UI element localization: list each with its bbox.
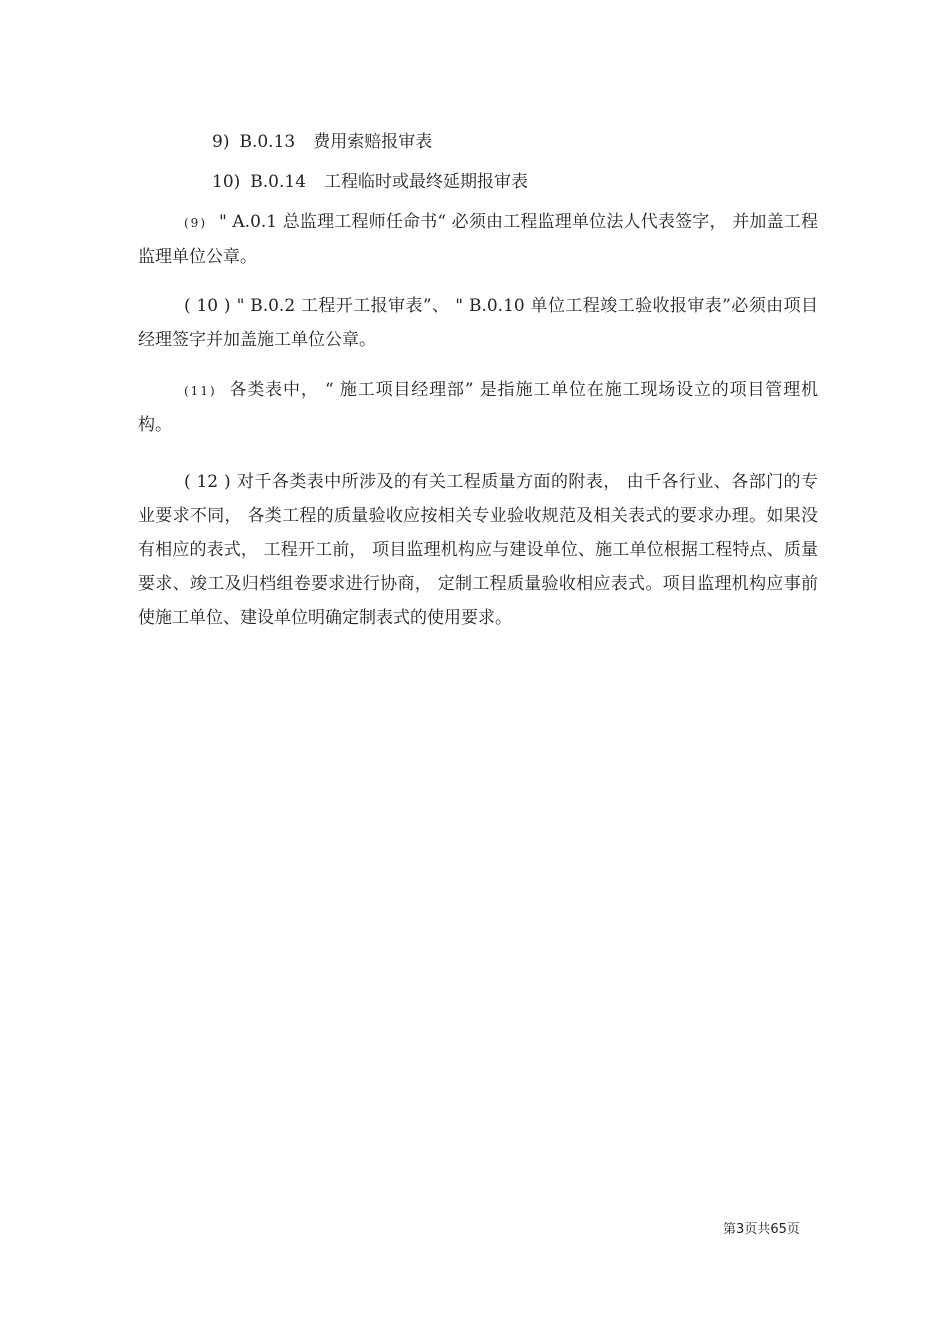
paragraph-marker: ( 10 ): [184, 296, 231, 316]
footer-middle: 页共: [744, 1222, 771, 1237]
paragraph-text: 各类表中， “ 施工项目经理部” 是指施工单位在施工现场设立的项目管理机构。: [138, 380, 818, 435]
page-footer: [723, 1221, 800, 1239]
footer-suffix: 页: [786, 1222, 800, 1237]
list-title: 费用索赔报审表: [313, 132, 433, 152]
list-number: 9): [212, 132, 230, 152]
paragraph-marker: (11): [184, 384, 217, 398]
list-item-10: [212, 170, 528, 194]
paragraph-11: [138, 373, 818, 442]
paragraph-text: " A.0.1 总监理工程师任命书“ 必须由工程监理单位法人代表签字， 并加盖工程监理单位公章。: [138, 212, 818, 267]
list-code: B.0.14: [250, 172, 307, 192]
paragraph-text: " B.0.2 工程开工报审表”、 " B.0.10 单位工程竣工验收报审表”必须由项目经理签字并加盖施工单位公章。: [138, 296, 818, 350]
paragraph-10: [138, 289, 818, 357]
list-title: 工程临时或最终延期报审表: [324, 172, 529, 192]
paragraph-9: [138, 205, 818, 274]
paragraph-text: 对千各类表中所涉及的有关工程质量方面的附表， 由千各行业、各部门的专业要求不同， 各类工程的质量验收应按相关专业验收规范及相关表式的要求办理。如果没有相应的表式， 工程开工前， 项目监理机构应与建设单位、施工单位根据工程特点、质量要求、竣工及归档组卷要求进行协商， 定制工程质量验收相应表式。项目监理机构应事前使施工单位、建设单位明确定制表式的使用要求。: [138, 472, 818, 628]
list-number: 10): [212, 172, 241, 192]
footer-prefix: 第: [723, 1222, 737, 1237]
paragraph-marker: ( 12 ): [184, 472, 231, 492]
paragraph-12: [138, 465, 818, 635]
footer-total-pages: 65: [770, 1222, 787, 1237]
paragraph-marker: (9): [184, 216, 207, 230]
footer-page-number: 3: [736, 1222, 745, 1237]
list-item-9: [212, 130, 432, 154]
list-code: B.0.13: [239, 132, 296, 152]
